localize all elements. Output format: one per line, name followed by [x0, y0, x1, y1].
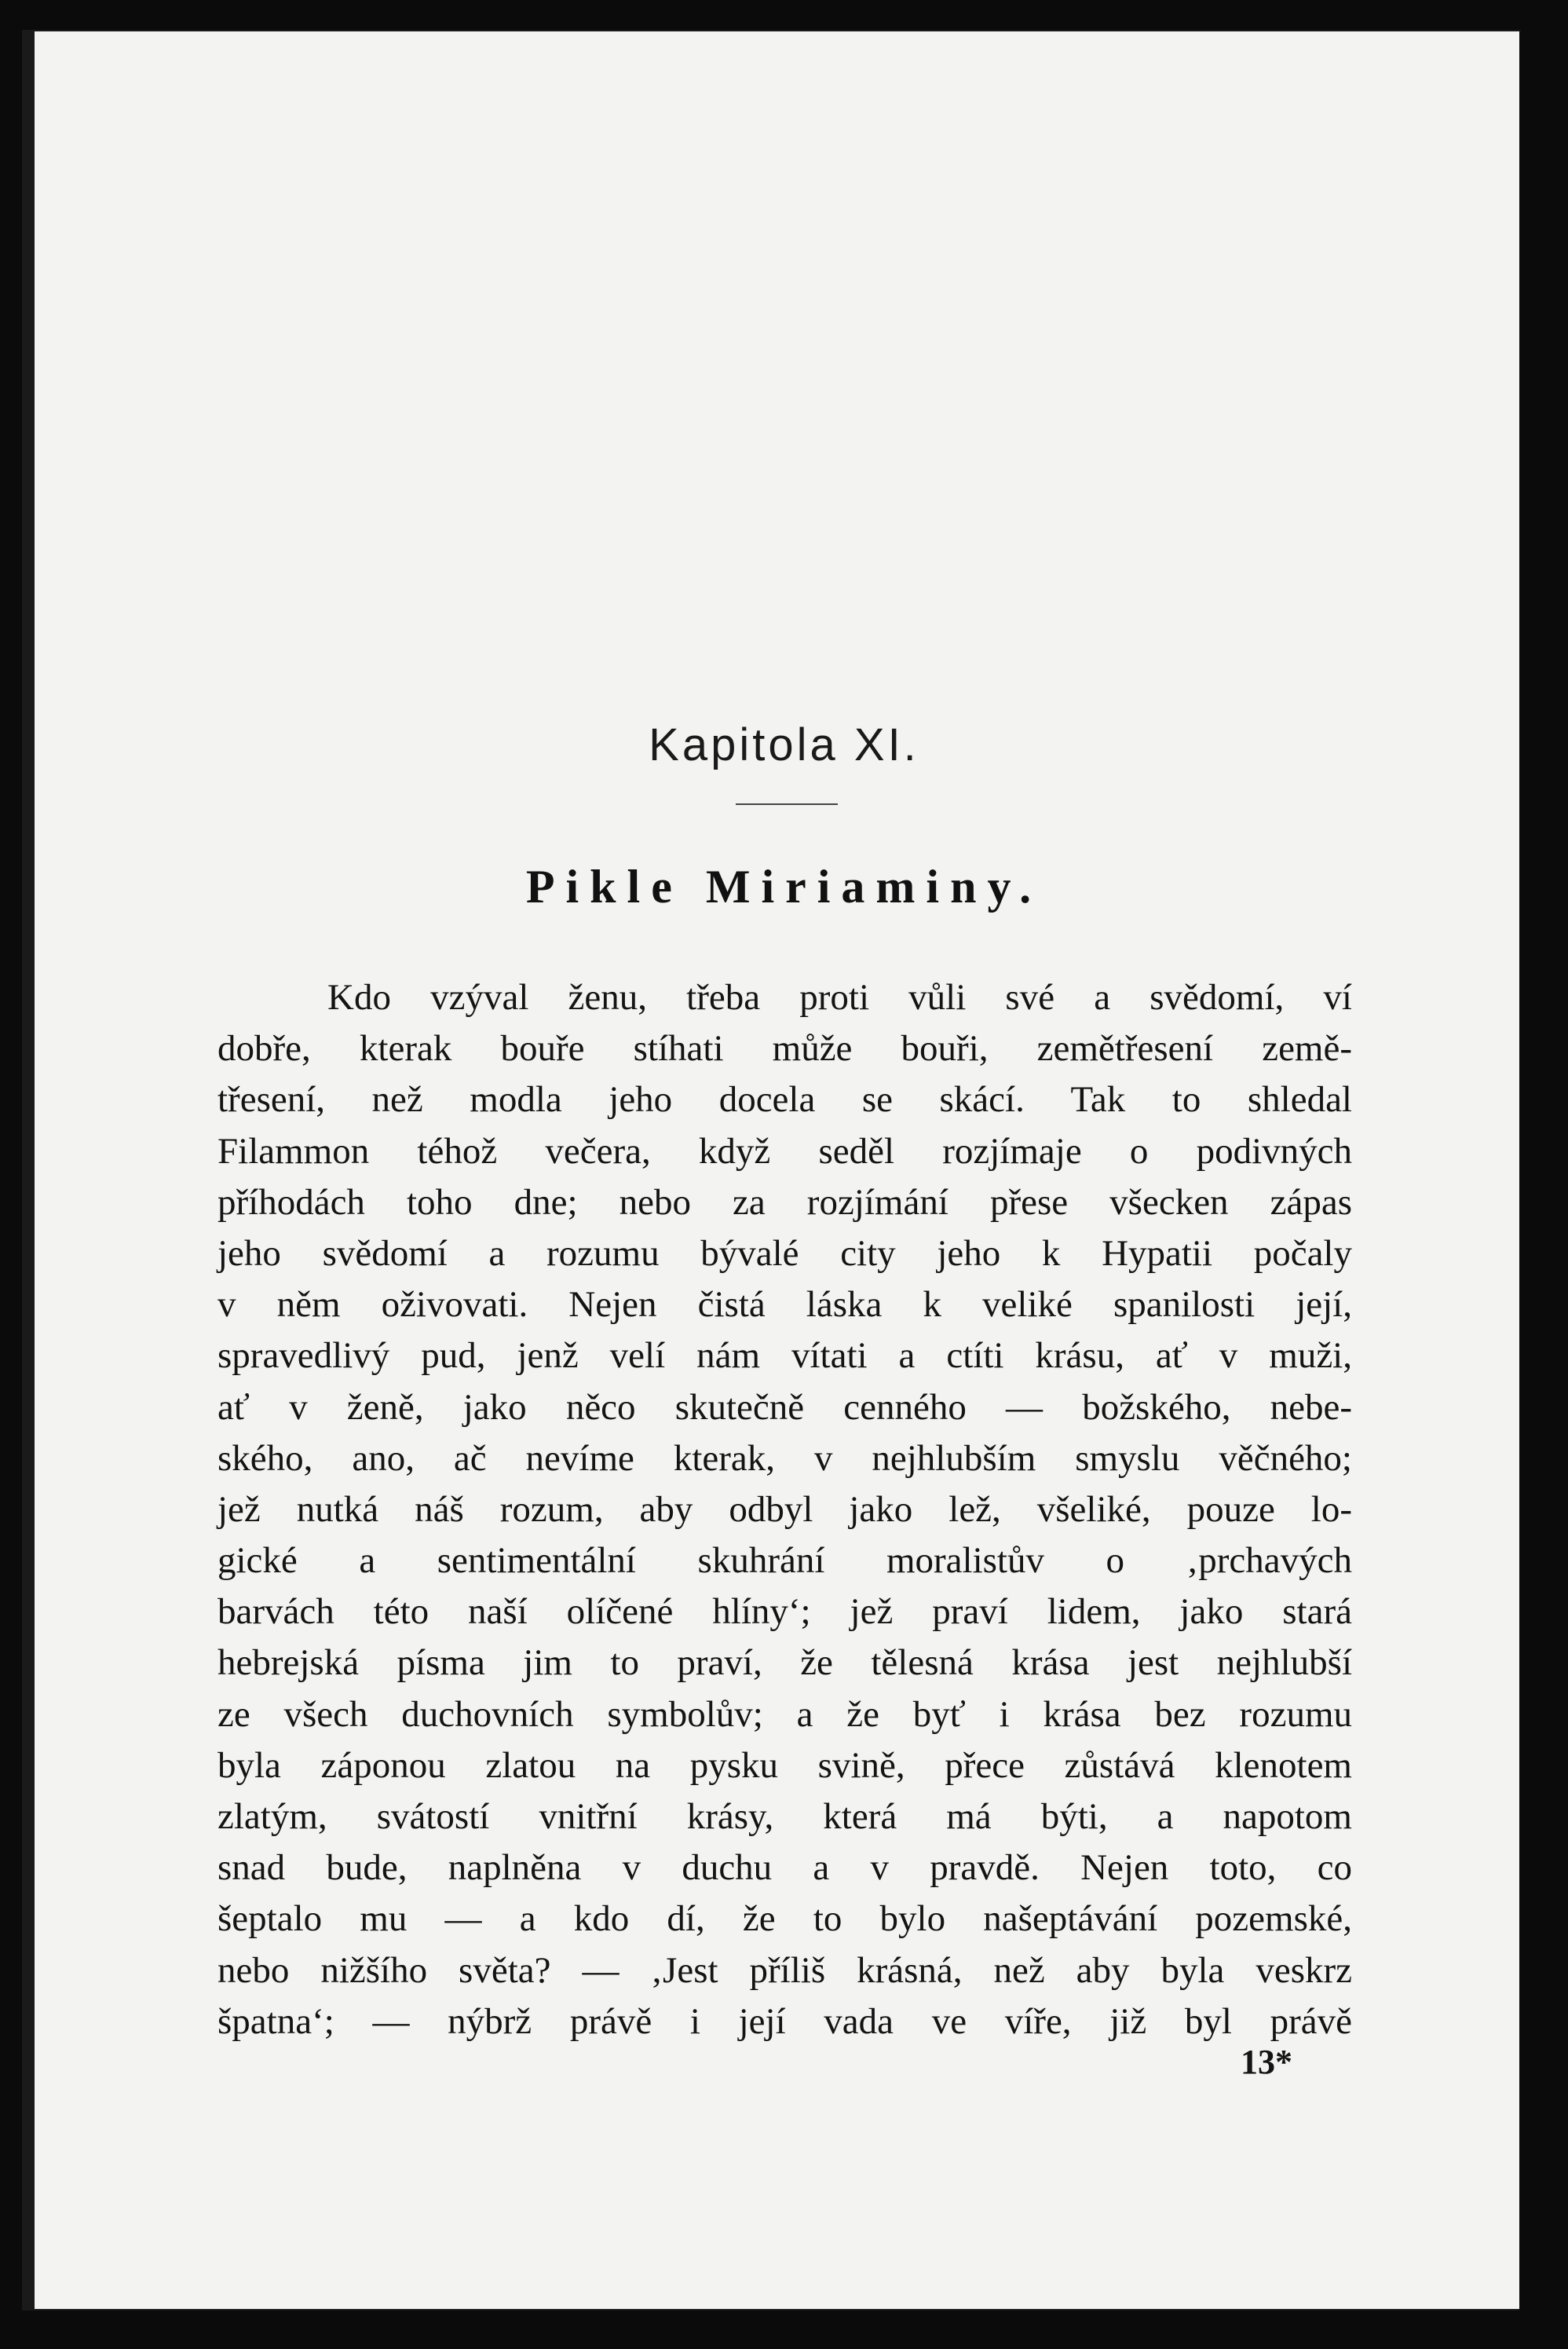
text-line: Filammon téhož večera, když seděl rozjímaje o podivných: [217, 1130, 1352, 1172]
text-line: spravedlivý pud, jenž velí nám vítati a ctíti krásu, ať v muži,: [217, 1335, 1352, 1377]
text-line: hebrejská písma jim to praví, že tělesná krása jest nejhlubší: [217, 1642, 1352, 1684]
text-line: barvách této naší olíčené hlíny‘; jež praví lidem, jako stará: [217, 1591, 1352, 1633]
text-line: snad bude, naplněna v duchu a v pravdě. Nejen toto, co: [217, 1847, 1352, 1889]
text-line: nebo nižšího světa? — ‚Jest příliš krásná, než aby byla veskrz: [217, 1949, 1352, 1991]
text-line: jež nutká náš rozum, aby odbyl jako lež, všeliké, pouze lo-: [217, 1488, 1352, 1530]
heading-divider: [736, 803, 838, 805]
text-line: dobře, kterak bouře stíhati může bouři, zemětřesení země-: [217, 1028, 1352, 1070]
text-line: ze všech duchovních symbolův; a že byť i krása bez rozumu: [217, 1693, 1352, 1735]
text-line: gické a sentimentální skuhrání moralistův o ‚prchavých: [217, 1540, 1352, 1582]
chapter-body: [217, 972, 1352, 2047]
text-line: byla záponou zlatou na pysku svině, přece zůstává klenotem: [217, 1744, 1352, 1786]
text-line: jeho svědomí a rozumu bývalé city jeho k Hypatii počaly: [217, 1232, 1352, 1274]
page-binding-edge: [24, 31, 35, 2309]
chapter-title: Pikle Miriaminy.: [525, 861, 1043, 913]
text-line: špatna‘; — nýbrž právě i její vada ve víře, již byl právě: [217, 2000, 1352, 2042]
text-line: Kdo vzýval ženu, třeba proti vůli své a svědomí, ví: [327, 977, 1352, 1018]
chapter-heading: Kapitola XI.: [649, 719, 919, 770]
text-line: třesení, než modla jeho docela se skácí. Tak to shledal: [217, 1079, 1352, 1121]
text-line: zlatým, svátostí vnitřní krásy, která má býti, a napotom: [217, 1796, 1352, 1837]
text-line: v něm oživovati. Nejen čistá láska k veliké spanilosti její,: [217, 1284, 1352, 1326]
text-line: šeptalo mu — a kdo dí, že to bylo našeptávání pozemské,: [217, 1898, 1352, 1940]
page-folio: 13*: [1241, 2043, 1292, 2081]
scan-border: [1519, 31, 1568, 2349]
text-line: ať v ženě, jako něco skutečně cenného — božského, nebe-: [217, 1386, 1352, 1428]
text-line: příhodách toho dne; nebo za rozjímání přese všecken zápas: [217, 1181, 1352, 1223]
text-line: ského, ano, ač nevíme kterak, v nejhlubším smyslu věčného;: [217, 1437, 1352, 1479]
